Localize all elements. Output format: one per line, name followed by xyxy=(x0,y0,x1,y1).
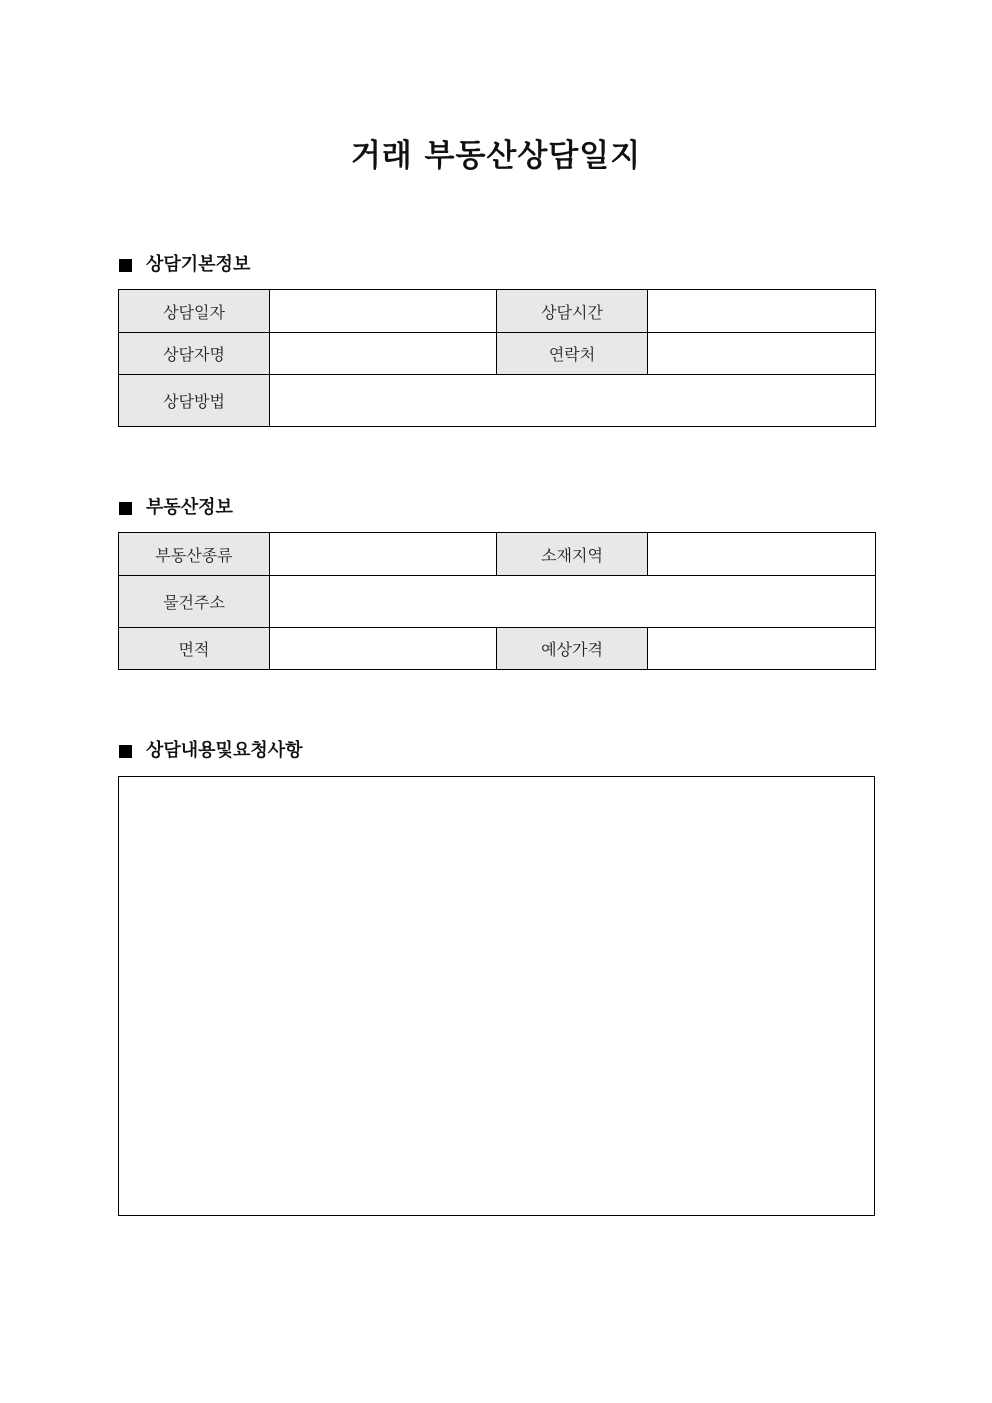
table-row xyxy=(119,533,876,576)
table-row xyxy=(119,375,876,427)
price-label: 예상가격 xyxy=(497,628,648,670)
consult-content-field[interactable] xyxy=(118,776,875,1216)
location-field[interactable] xyxy=(648,533,876,576)
table-row xyxy=(119,290,876,333)
property-info-table xyxy=(118,532,876,670)
property-type-field[interactable] xyxy=(270,533,497,576)
table-row xyxy=(119,576,876,628)
basic-info-table xyxy=(118,289,876,427)
address-field[interactable] xyxy=(270,576,876,628)
table-row xyxy=(119,628,876,670)
consult-date-field[interactable] xyxy=(270,290,497,333)
table-row xyxy=(119,333,876,375)
consult-date-label: 상담일자 xyxy=(119,290,270,333)
area-label: 면적 xyxy=(119,628,270,670)
price-field[interactable] xyxy=(648,628,876,670)
section-heading-property-info xyxy=(119,496,233,520)
section-heading-label: 상담내용및요청사항 xyxy=(146,740,303,761)
client-name-field[interactable] xyxy=(270,333,497,375)
section-heading-label: 상담기본정보 xyxy=(146,254,251,275)
address-label: 물건주소 xyxy=(119,576,270,628)
section-heading-consult-content xyxy=(119,739,303,763)
client-name-label: 상담자명 xyxy=(119,333,270,375)
method-field[interactable] xyxy=(270,375,876,427)
page-title: 거래 부동산상담일지 xyxy=(350,138,642,174)
property-type-label: 부동산종류 xyxy=(119,533,270,576)
contact-label: 연락처 xyxy=(497,333,648,375)
square-bullet-icon xyxy=(119,745,132,758)
square-bullet-icon xyxy=(119,502,132,515)
section-heading-label: 부동산정보 xyxy=(146,497,233,518)
consult-time-field[interactable] xyxy=(648,290,876,333)
section-heading-basic-info xyxy=(119,253,250,277)
area-field[interactable] xyxy=(270,628,497,670)
method-label: 상담방법 xyxy=(119,375,270,427)
location-label: 소재지역 xyxy=(497,533,648,576)
consult-time-label: 상담시간 xyxy=(497,290,648,333)
contact-field[interactable] xyxy=(648,333,876,375)
square-bullet-icon xyxy=(119,259,132,272)
